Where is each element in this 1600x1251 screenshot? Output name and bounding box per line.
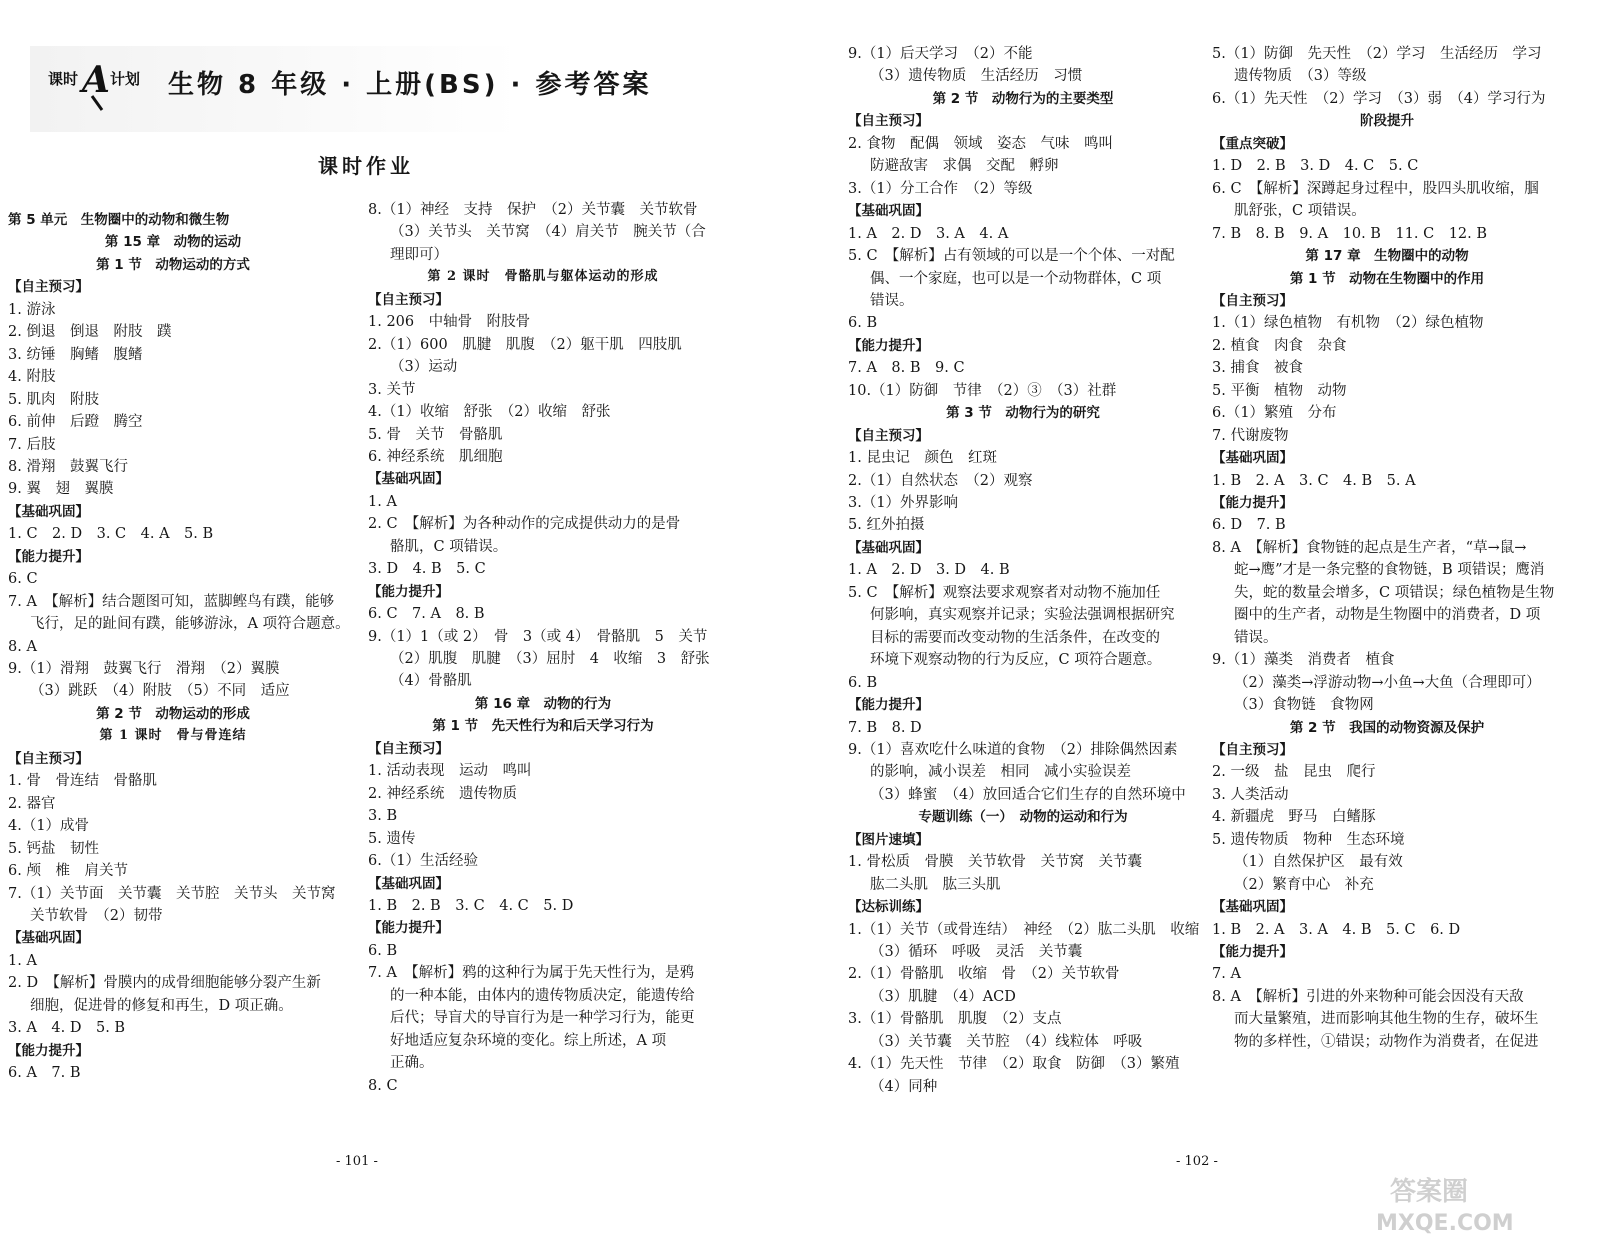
answer-line: 的影响，减小误差 相同 减小实验误差 — [870, 764, 1131, 781]
section-label: 【能力提升】 — [1212, 495, 1293, 511]
answer-line: （3）关节头 关节窝 （4）肩关节 腕关节（合 — [390, 224, 706, 241]
answer-line: 5. C 【解析】占有领域的可以是一个个体、一对配 — [848, 248, 1175, 265]
answer-line: 1. C 2. D 3. C 4. A 5. B — [8, 526, 214, 543]
answer-line: 5. 遗传物质 物种 生态环境 — [1212, 831, 1405, 848]
section-label: 【自主预习】 — [8, 279, 89, 296]
section-title: 第 15 章 动物的运动 — [104, 234, 242, 251]
section-title: 第 2 节 我国的动物资源及保护 — [1289, 719, 1485, 736]
section-title: 第 17 章 生物圈中的动物 — [1305, 248, 1469, 265]
answer-line: 2.（1）600 肌腱 肌腹 （2）躯干肌 四肢肌 — [368, 336, 682, 353]
section-label: 【基础巩固】 — [368, 471, 449, 488]
answer-line: 6. 前伸 后蹬 腾空 — [8, 414, 143, 431]
answer-line: 1.（1）绿色植物 有机物 （2）绿色植物 — [1212, 315, 1484, 332]
answer-line: 的一种本能，由体内的遗传物质决定，能遗传给 — [390, 987, 695, 1004]
document-title: 生物 8 年级 · 上册(BS) · 参考答案 — [168, 70, 652, 100]
answer-line: 环境下观察动物的行为反应，C 项符合题意。 — [870, 652, 1162, 669]
answer-line: 5. 骨 关节 骨骼肌 — [368, 426, 503, 443]
answer-line: 6. B — [848, 315, 878, 332]
answer-line: 9.（1）滑翔 鼓翼飞行 滑翔 （2）翼膜 — [8, 661, 280, 677]
answer-line: 3. D 4. B 5. C — [368, 561, 486, 578]
answer-line: 2. 器官 — [8, 795, 56, 812]
answer-line: （3）跳跃 （4）附肢 （5）不同 适应 — [30, 683, 290, 700]
answer-line: （3）蜂蜜 （4）放回适合它们生存的自然环境中 — [870, 786, 1186, 803]
answer-line: 4.（1）先天性 节律 （2）取食 防御 （3）繁殖 — [848, 1056, 1180, 1073]
answer-line: 6. 神经系统 肌细胞 — [368, 448, 503, 465]
section-label: 【重点突破】 — [1212, 135, 1293, 152]
svg-text:课时: 课时 — [48, 70, 79, 88]
answer-line: 5. 遗传 — [368, 830, 416, 847]
svg-text:MXQE.COM: MXQE.COM — [1376, 1211, 1514, 1236]
section-label: 【基础巩固】 — [848, 203, 929, 220]
answer-line: 后代；导盲犬的导盲行为是一种学习行为，能更 — [390, 1010, 695, 1027]
section-label: 【基础巩固】 — [1212, 899, 1293, 916]
answer-line: 1. B 2. A 3. A 4. B 5. C 6. D — [1212, 921, 1461, 938]
answer-line: 5.（1）防御 先天性 （2）学习 生活经历 学习 — [1212, 46, 1542, 62]
answer-line: 6. D 7. B — [1212, 517, 1286, 534]
answer-line: 6. B — [848, 674, 878, 691]
answer-line: 蛇→鹰”才是一条完整的食物链，B 项错误；鹰消 — [1234, 562, 1545, 579]
answer-line: 9. 翼 翅 翼膜 — [8, 481, 114, 498]
section-heading: 课时作业 — [318, 154, 414, 178]
answer-line: 而大量繁殖，进而影响其他生物的生存，破坏生 — [1234, 1011, 1539, 1028]
answer-line: 2. 食物 配偶 领域 姿态 气味 鸣叫 — [848, 135, 1113, 152]
section-title: 第 2 节 动物行为的主要类型 — [932, 90, 1114, 107]
answer-line: 骼肌，C 项错误。 — [390, 538, 508, 555]
section-label: 【自主预习】 — [368, 740, 449, 757]
answer-line: 1. B 2. B 3. C 4. C 5. D — [368, 897, 574, 914]
answer-line: 7.（1）关节面 关节囊 关节腔 关节头 关节窝 — [8, 885, 336, 902]
svg-text:A: A — [82, 59, 110, 101]
answer-line: 失，蛇的数量会增多，C 项错误；绿色植物是生物 — [1234, 584, 1555, 601]
answer-line: （3）循环 呼吸 灵活 关节囊 — [870, 944, 1083, 960]
answer-line: 10.（1）防御 节律 （2）③ （3）社群 — [848, 382, 1117, 399]
section-title: 第 3 节 动物行为的研究 — [946, 405, 1100, 422]
section-label: 【自主预习】 — [848, 113, 929, 130]
answer-line: （3）肌腱 （4）ACD — [870, 988, 1016, 1005]
answer-line: 8. C — [368, 1077, 398, 1094]
answer-line: 错误。 — [1234, 629, 1278, 646]
answer-line: 1. A — [368, 493, 397, 510]
answer-line: 4. 附肢 — [8, 369, 56, 386]
answer-line: 1. B 2. A 3. C 4. B 5. A — [1212, 472, 1416, 489]
answer-line: 6. C 【解析】深蹲起身过程中，股四头肌收缩，腘 — [1212, 180, 1539, 197]
answer-line: 9.（1）1（或 2） 骨 3（或 4） 骨骼肌 5 关节 — [368, 628, 708, 645]
answer-line: （4）同种 — [870, 1078, 938, 1095]
answer-line: 1. 骨 骨连结 骨骼肌 — [8, 773, 157, 790]
answer-line: 5. 钙盐 韧性 — [8, 840, 99, 857]
answer-line: 物的多样性，①错误；动物作为消费者，在促进 — [1234, 1033, 1539, 1050]
answer-line: 3.（1）外界影响 — [848, 495, 959, 511]
answer-line: 3. 人类活动 — [1212, 786, 1289, 803]
answer-line: 圈中的生产者，动物是生物圈中的消费者，D 项 — [1234, 607, 1541, 624]
answer-line: 7. A 8. B 9. C — [848, 360, 965, 377]
section-label: 【达标训练】 — [848, 899, 929, 916]
answer-line: 错误。 — [870, 292, 914, 309]
answer-line: 6. A 7. B — [8, 1065, 81, 1082]
section-title: 第 2 节 动物运动的形成 — [96, 705, 250, 722]
answer-line: 2. D 【解析】骨膜内的成骨细胞能够分裂产生新 — [8, 975, 321, 992]
answer-line: 9.（1）藻类 消费者 植食 — [1212, 652, 1395, 669]
brand-logo — [44, 50, 144, 112]
section-title: 第 1 节 先天性行为和后天学习行为 — [432, 718, 654, 735]
answer-line: 目标的需要而改变动物的生活条件，在改变的 — [870, 629, 1160, 646]
section-label: 【基础巩固】 — [1212, 450, 1293, 467]
answer-line: 理即可） — [390, 246, 448, 263]
section-label: 【基础巩固】 — [8, 503, 89, 520]
answer-line: 1. 游泳 — [8, 301, 56, 318]
answer-line: 4. 新疆虎 野马 白鳍豚 — [1212, 809, 1376, 826]
answer-line: 1. 206 中轴骨 附肢骨 — [368, 314, 531, 331]
section-label: 【自主预习】 — [8, 750, 89, 767]
answer-line: 3. 关节 — [368, 381, 416, 398]
answer-line: 2. 植食 肉食 杂食 — [1212, 337, 1347, 354]
answer-line: 3. A 4. D 5. B — [8, 1020, 126, 1037]
answer-line: （3）食物链 食物网 — [1234, 697, 1374, 714]
answer-line: 偶、一个家庭，也可以是一个动物群体，C 项 — [870, 270, 1162, 287]
answer-line: 1. 骨松质 骨膜 关节软骨 关节窝 关节囊 — [848, 854, 1142, 871]
answer-line: 8. 滑翔 鼓翼飞行 — [8, 458, 128, 475]
section-label: 【自主预习】 — [368, 291, 449, 308]
section-label: 【图片速填】 — [848, 831, 929, 848]
section-label: 【能力提升】 — [848, 697, 929, 714]
answer-line: （2）肌腹 肌腱 （3）屈肘 4 收缩 3 舒张 — [390, 651, 710, 667]
page-number-right: - 102 - — [1176, 1154, 1218, 1169]
answer-line: 6. 颅 椎 肩关节 — [8, 863, 128, 880]
answer-line: 2.（1）骨骼肌 收缩 骨 （2）关节软骨 — [848, 966, 1120, 983]
answer-line: 3. B — [368, 808, 398, 825]
section-label: 【自主预习】 — [848, 427, 929, 444]
answer-line: 7. A 【解析】鸦的这种行为属于先天性行为，是鸦 — [368, 965, 695, 982]
svg-text:计划: 计划 — [110, 70, 141, 88]
answer-line: （1）自然保护区 最有效 — [1234, 854, 1403, 871]
section-label: 【能力提升】 — [1212, 944, 1293, 960]
section-title: 专题训练（一） 动物的运动和行为 — [918, 809, 1128, 826]
answer-line: 8. A — [8, 638, 37, 655]
watermark-logo — [1370, 1168, 1570, 1238]
answer-line: 5. 平衡 植物 动物 — [1212, 382, 1347, 399]
answer-line: 1. D 2. B 3. D 4. C 5. C — [1212, 158, 1419, 175]
section-title: 阶段提升 — [1360, 113, 1414, 130]
answer-line: 4.（1）收缩 舒张 （2）收缩 舒张 — [368, 404, 611, 421]
section-title: 第 1 节 动物运动的方式 — [96, 256, 250, 273]
answer-line: 3.（1）骨骼肌 肌腹 （2）支点 — [848, 1011, 1062, 1028]
answer-line: 5. C 【解析】观察法要求观察者对动物不施加任 — [848, 584, 1161, 601]
answer-line: 6. C — [8, 571, 38, 588]
section-label: 【能力提升】 — [8, 548, 89, 565]
answer-line: 7. B 8. D — [848, 719, 922, 736]
answer-line: 1. A — [8, 952, 37, 969]
answer-line: 1. A 2. D 3. A 4. A — [848, 225, 1009, 242]
answer-line: 2. 神经系统 遗传物质 — [368, 785, 517, 802]
answer-line: 防避敌害 求偶 交配 孵卵 — [870, 158, 1059, 175]
answer-line: 4.（1）成骨 — [8, 818, 90, 835]
answer-line: 3.（1）分工合作 （2）等级 — [848, 180, 1033, 197]
answer-line: 6. C 7. A 8. B — [368, 606, 485, 623]
section-label: 【能力提升】 — [8, 1042, 89, 1059]
answer-line: 2. 倒退 倒退 附肢 蹼 — [8, 324, 172, 341]
svg-text:答案圈: 答案圈 — [1390, 1177, 1469, 1207]
section-label: 【自主预习】 — [1212, 741, 1293, 758]
answer-line: 5. 肌肉 附肢 — [8, 391, 99, 408]
answer-line: 8.（1）神经 支持 保护 （2）关节囊 关节软骨 — [368, 202, 698, 218]
answer-line: 飞行，足的趾间有蹼，能够游泳，A 项符合题意。 — [30, 616, 350, 633]
answer-line: （3）运动 — [390, 359, 458, 376]
answer-line: 1. 昆虫记 颜色 红斑 — [848, 450, 997, 467]
answer-line: 2.（1）自然状态 （2）观察 — [848, 472, 1033, 489]
answer-line: 何影响，真实观察并记录；实验法强调根据研究 — [870, 607, 1175, 624]
answer-line: 肱二头肌 肱三头肌 — [870, 876, 1001, 893]
answer-line: 7. A — [1212, 966, 1241, 983]
answer-line: （2）藻类→浮游动物→小鱼→大鱼（合理即可） — [1234, 674, 1541, 691]
answer-line: 好地适应复杂环境的变化。综上所述，A 项 — [390, 1032, 667, 1049]
section-label: 【能力提升】 — [368, 583, 449, 600]
section-label: 【基础巩固】 — [848, 539, 929, 556]
section-label: 第 5 单元 生物圈中的动物和微生物 — [8, 212, 230, 228]
answer-line: 2. C 【解析】为各种动作的完成提供动力的是骨 — [368, 516, 681, 533]
answer-line: 2. 一级 盐 昆虫 爬行 — [1212, 764, 1376, 781]
answer-line: 9.（1）喜欢吃什么味道的食物 （2）排除偶然因素 — [848, 741, 1178, 758]
answer-line: （2）繁育中心 补充 — [1234, 876, 1374, 893]
section-title: 第 1 节 动物在生物圈中的作用 — [1289, 270, 1485, 287]
page-number-left: - 101 - — [336, 1154, 378, 1169]
answer-line: 7. B 8. B 9. A 10. B 11. C 12. B — [1212, 225, 1488, 242]
answer-line: 6.（1）繁殖 分布 — [1212, 405, 1337, 422]
answer-line: 6.（1）先天性 （2）学习 （3）弱 （4）学习行为 — [1212, 90, 1546, 107]
answer-line: 遗传物质 （3）等级 — [1234, 68, 1367, 85]
section-title: 第 16 章 动物的行为 — [474, 695, 612, 712]
answer-line: 正确。 — [390, 1055, 434, 1072]
answer-line: 关节软骨 （2）韧带 — [30, 907, 163, 924]
answer-line: 6. B — [368, 942, 398, 959]
answer-line: （4）骨骼肌 — [390, 673, 472, 690]
answer-line: 7. 后肢 — [8, 436, 56, 453]
answer-line: 8. A 【解析】食物链的起点是生产者，“草→鼠→ — [1212, 539, 1527, 556]
answer-line: 1.（1）关节（或骨连结） 神经 （2）肱二头肌 收缩 — [848, 921, 1200, 938]
answer-line: 1. 活动表现 运动 鸣叫 — [368, 763, 532, 780]
answer-line: 9.（1）后天学习 （2）不能 — [848, 46, 1033, 62]
answer-line: 3. 纺锤 胸鳍 腹鳍 — [8, 346, 143, 363]
lesson-title: 第 1 课时 骨与骨连结 — [99, 728, 247, 744]
answer-line: 8. A 【解析】引进的外来物种可能会因没有天敌 — [1212, 988, 1524, 1005]
answer-line: 7. A 【解析】结合题图可知，蓝脚鲣鸟有蹼，能够 — [8, 593, 335, 610]
answer-line: （3）遗传物质 生活经历 习惯 — [870, 68, 1083, 85]
answer-line: 1. A 2. D 3. D 4. B — [848, 562, 1010, 579]
section-label: 【基础巩固】 — [368, 875, 449, 892]
answer-line: 5. 红外拍摄 — [848, 517, 925, 534]
lesson-title: 第 2 课时 骨骼肌与躯体运动的形成 — [427, 269, 659, 285]
answer-line: 肌舒张，C 项错误。 — [1234, 203, 1366, 220]
section-label: 【能力提升】 — [848, 337, 929, 354]
answer-line: 6.（1）生活经验 — [368, 853, 479, 870]
answer-line: 3. 捕食 被食 — [1212, 360, 1303, 377]
section-label: 【自主预习】 — [1212, 292, 1293, 309]
answer-line: （3）关节囊 关节腔 （4）线粒体 呼吸 — [870, 1033, 1143, 1050]
answer-line: 7. 代谢废物 — [1212, 427, 1289, 444]
section-label: 【能力提升】 — [368, 920, 449, 937]
answer-line: 细胞，促进骨的修复和再生，D 项正确。 — [30, 997, 293, 1014]
section-label: 【基础巩固】 — [8, 930, 89, 947]
